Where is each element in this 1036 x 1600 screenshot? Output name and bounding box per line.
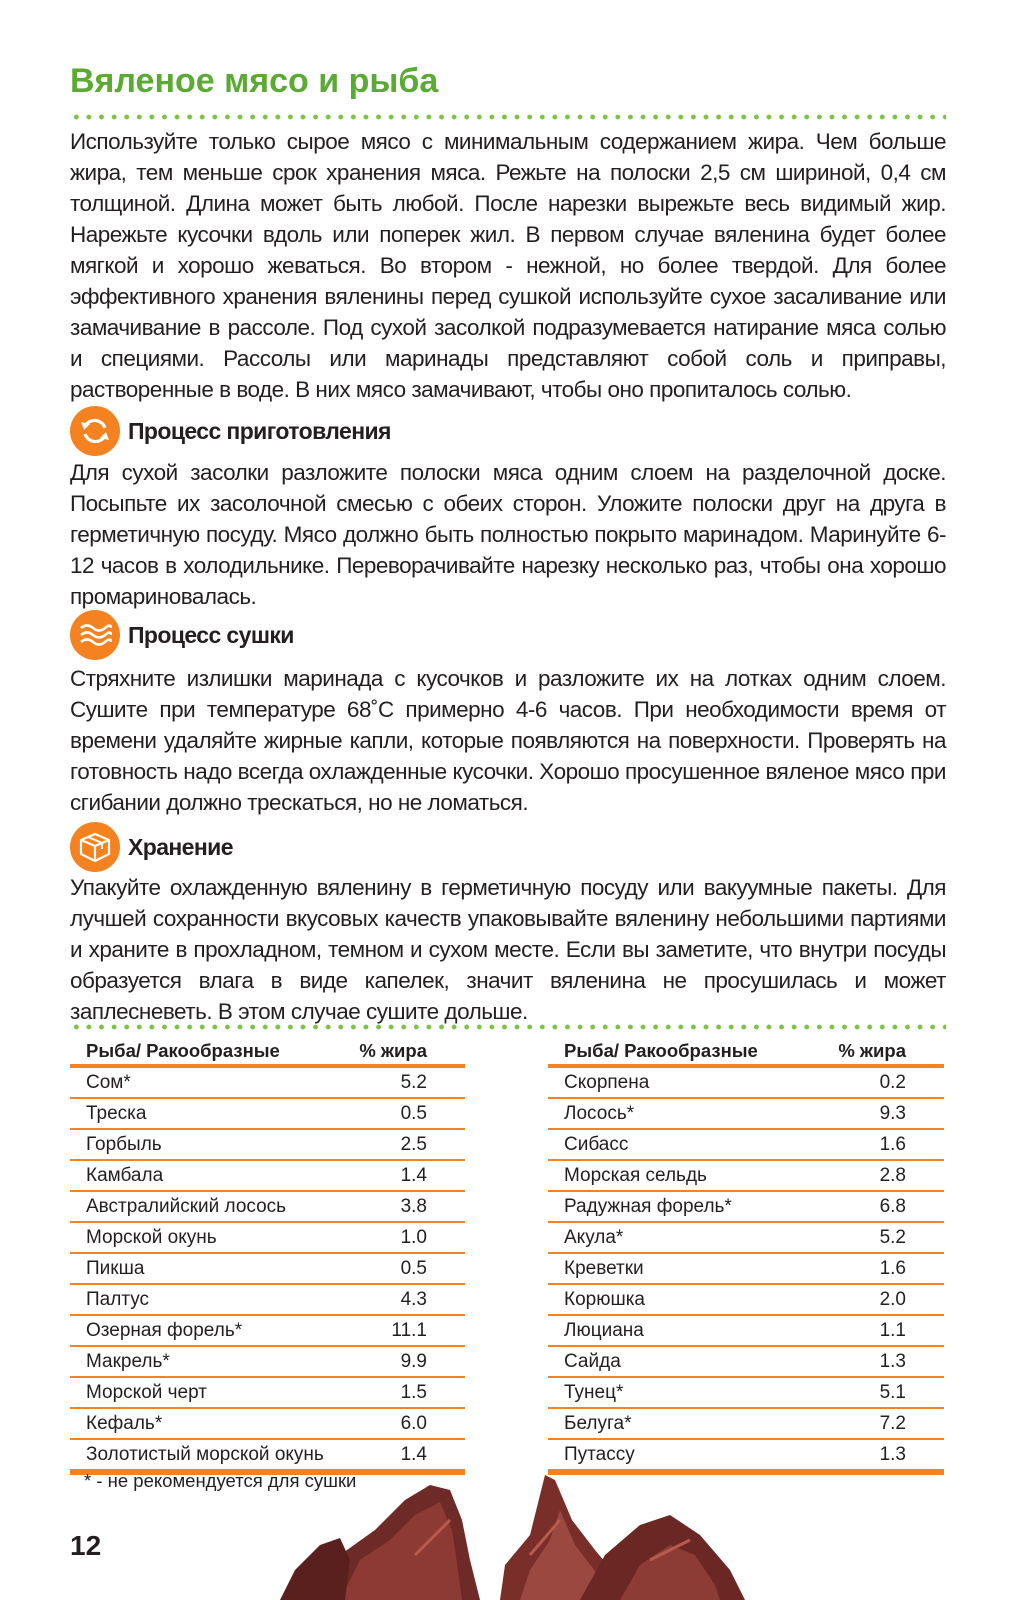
storage-box-icon — [70, 822, 120, 872]
table-row — [70, 1222, 465, 1253]
fish-name: Тунец* — [548, 1377, 814, 1408]
section-header-preparation — [70, 406, 391, 456]
section-text-drying: Стряхните излишки маринада с кусочков и разложите их на лотках одним слоем. Сушите при температуре 68˚С примерно 4-6 часов. При необходимости время от времени удаляйте жирные капли, которые появляются на поверхности. Проверять на готовность надо всегда охлажденные кусочки. Хорошо просушенное вяленое мясо при сгибании должно трескаться, но не ломаться. — [70, 666, 946, 815]
table-row — [548, 1098, 944, 1129]
dotted-divider — [70, 114, 946, 120]
fat-value: 2.5 — [335, 1129, 465, 1160]
footnote: * - не рекомендуется для сушки — [84, 1470, 357, 1491]
fat-value: 0.2 — [814, 1066, 944, 1098]
fish-name: Золотистый морской окунь — [70, 1439, 335, 1472]
fat-value: 7.2 — [814, 1408, 944, 1439]
fat-table-right — [548, 1038, 944, 1475]
table-row — [70, 1160, 465, 1191]
fish-name: Лосось* — [548, 1098, 814, 1129]
fat-value: 3.8 — [335, 1191, 465, 1222]
intro-paragraph: Используйте только сырое мясо с минимальным содержанием жира. Чем больше жира, тем меньше срок хранения мяса. Режьте на полоски 2,5 см шириной, 0,4 см толщиной. Длина может быть любой. После нарезки вырежьте весь видимый жир. Нарежьте кусочки вдоль или поперек жил. В первом случае вяленина будет более мягкой и хорошо жеваться. Во втором - нежной, но более твердой. Для более эффективного хранения вяленины перед сушкой используйте сухое засаливание или замачивание в рассоле. Под сухой засолкой подразумевается натирание мяса солью и специями. Рассолы или маринады представляют собой соль и приправы, растворенные в воде. В них мясо замачивают, чтобы оно пропиталось солью. — [70, 129, 946, 402]
fish-name: Морская сельдь — [548, 1160, 814, 1191]
fat-value: 5.1 — [814, 1377, 944, 1408]
table-row — [70, 1098, 465, 1129]
table-header-row — [70, 1038, 465, 1066]
fish-name: Горбыль — [70, 1129, 335, 1160]
table-row — [548, 1253, 944, 1284]
fat-value: 6.0 — [335, 1408, 465, 1439]
table-row — [548, 1129, 944, 1160]
table-row — [70, 1346, 465, 1377]
table-row — [548, 1160, 944, 1191]
section-title: Хранение — [128, 833, 233, 860]
fish-name: Треска — [70, 1098, 335, 1129]
fish-name: Палтус — [70, 1284, 335, 1315]
table-row — [548, 1377, 944, 1408]
fish-name: Люциана — [548, 1315, 814, 1346]
fat-value: 1.6 — [814, 1253, 944, 1284]
table-row — [70, 1284, 465, 1315]
fat-value: 4.3 — [335, 1284, 465, 1315]
fat-value: 6.8 — [814, 1191, 944, 1222]
table-row — [70, 1377, 465, 1408]
fish-name: Макрель* — [70, 1346, 335, 1377]
page-number: 12 — [70, 1530, 102, 1561]
fat-value: 1.6 — [814, 1129, 944, 1160]
fish-name: Камбала — [70, 1160, 335, 1191]
fish-name: Скорпена — [548, 1066, 814, 1098]
table-row — [548, 1284, 944, 1315]
table-row — [548, 1191, 944, 1222]
table-row — [548, 1315, 944, 1346]
fat-value: 9.3 — [814, 1098, 944, 1129]
table-row — [548, 1066, 944, 1098]
section-header-storage — [70, 822, 233, 872]
fish-name: Озерная форель* — [70, 1315, 335, 1346]
fish-name: Сайда — [548, 1346, 814, 1377]
table-row — [70, 1315, 465, 1346]
page-title: Вяленое мясо и рыба — [70, 62, 439, 100]
fish-name: Радужная форель* — [548, 1191, 814, 1222]
table-row — [548, 1408, 944, 1439]
fat-value: 2.8 — [814, 1160, 944, 1191]
section-header-drying — [70, 610, 294, 660]
column-header-fat: % жира — [814, 1038, 944, 1066]
fish-name: Корюшка — [548, 1284, 814, 1315]
column-header-name: Рыба/ Ракообразные — [548, 1038, 814, 1066]
dotted-divider — [70, 1024, 946, 1030]
table-row — [70, 1191, 465, 1222]
table-row — [548, 1222, 944, 1253]
fish-name: Австралийский лосось — [70, 1191, 335, 1222]
column-header-name: Рыба/ Ракообразные — [70, 1038, 335, 1066]
table-row — [70, 1408, 465, 1439]
fish-name: Морской окунь — [70, 1222, 335, 1253]
fish-name: Сибасс — [548, 1129, 814, 1160]
fish-name: Пикша — [70, 1253, 335, 1284]
fish-name: Белуга* — [548, 1408, 814, 1439]
fat-value: 9.9 — [335, 1346, 465, 1377]
section-title: Процесс сушки — [128, 621, 294, 648]
fish-name: Креветки — [548, 1253, 814, 1284]
fat-value: 1.3 — [814, 1439, 944, 1472]
section-text-storage: Упакуйте охлажденную вяленину в герметичную посуду или вакуумные пакеты. Для лучшей сохранности вкусовых качеств упаковывайте вяленину небольшими партиями и храните в прохладном, темном и сухом месте. Если вы заметите, что внутри посуды образуется влага в виде капелек, значит вяленина не просушилась и может заплесневеть. В этом случае сушите дольше. — [70, 875, 946, 1024]
fat-value: 1.4 — [335, 1439, 465, 1472]
fat-value: 1.3 — [814, 1346, 944, 1377]
fat-value: 5.2 — [814, 1222, 944, 1253]
fish-name: Морской черт — [70, 1377, 335, 1408]
fat-value: 5.2 — [335, 1066, 465, 1098]
fish-name: Акула* — [548, 1222, 814, 1253]
column-header-fat: % жира — [335, 1038, 465, 1066]
fat-value: 11.1 — [335, 1315, 465, 1346]
fat-value: 1.1 — [814, 1315, 944, 1346]
fish-name: Кефаль* — [70, 1408, 335, 1439]
section-title: Процесс приготовления — [128, 417, 391, 444]
fat-value: 0.5 — [335, 1098, 465, 1129]
table-row — [548, 1346, 944, 1377]
table-row — [70, 1066, 465, 1098]
heat-waves-icon — [70, 610, 120, 660]
fat-value: 1.4 — [335, 1160, 465, 1191]
fat-table-left — [70, 1038, 465, 1475]
fat-value: 1.0 — [335, 1222, 465, 1253]
table-header-row — [548, 1038, 944, 1066]
fat-value: 2.0 — [814, 1284, 944, 1315]
section-text-preparation: Для сухой засолки разложите полоски мяса одним слоем на разделочной доске. Посыпьте их засолочной смесью с обеих сторон. Уложите полоски друг на друга в герметичную посуду. Мясо должно быть полностью покрыто маринадом. Маринуйте 6-12 часов в холодильнике. Переворачивайте нарезку несколько раз, чтобы она хорошо промариновалась. — [70, 460, 946, 609]
fat-value: 1.5 — [335, 1377, 465, 1408]
fish-name: Путассу — [548, 1439, 814, 1472]
table-row — [70, 1129, 465, 1160]
cycle-arrows-icon — [70, 406, 120, 456]
table-row — [70, 1253, 465, 1284]
fish-name: Сом* — [70, 1066, 335, 1098]
fat-value: 0.5 — [335, 1253, 465, 1284]
